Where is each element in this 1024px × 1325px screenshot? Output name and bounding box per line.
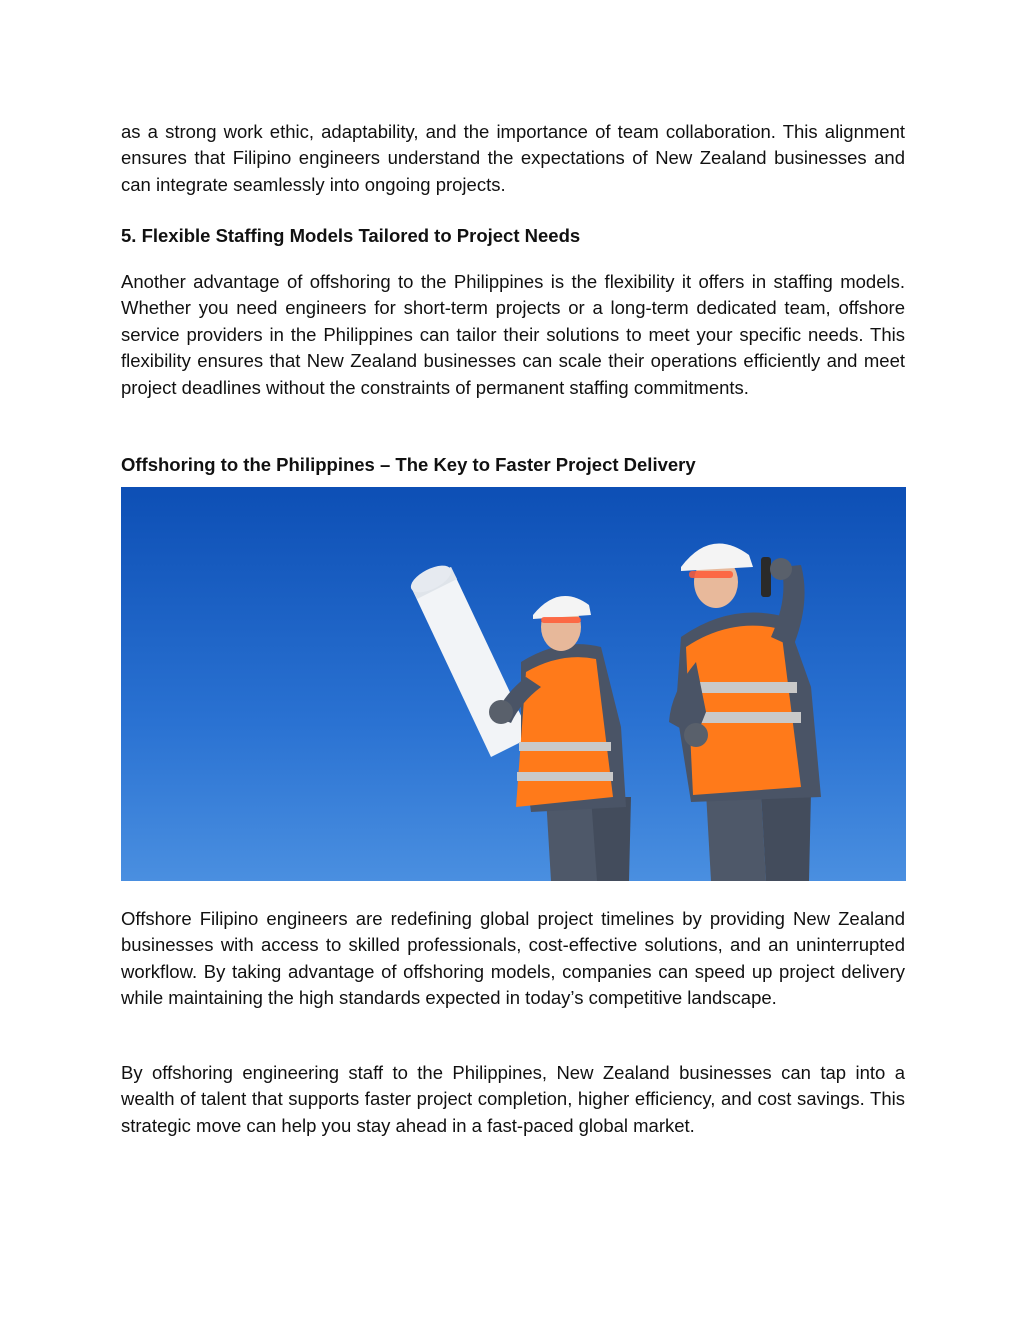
paragraph-intro: as a strong work ethic, adaptability, and the importance of team collaboration. This alignment ensures that Filipino engineers understand the expectations of New Zealand businesses and can integrate seamlessly into ongoing projects.	[121, 121, 905, 195]
heading-faster-delivery: Offshoring to the Philippines – The Key to Faster Project Delivery	[121, 454, 696, 475]
paragraph-closing: By offshoring engineering staff to the Philippines, New Zealand businesses can tap into a wealth of talent that supports faster project completion, higher efficiency, and cost savings. This strategic move can help you stay ahead in a fast-paced global market.	[121, 1062, 905, 1136]
heading-key-block	[121, 452, 905, 478]
heading-flexible-staffing: 5. Flexible Staffing Models Tailored to Project Needs	[121, 225, 581, 246]
paragraph-flexible-staffing: Another advantage of offshoring to the Philippines is the flexibility it offers in staffing models. Whether you need engineers for short-term projects or a long-term dedicated team, offshore service providers in the Philippines can tailor their solutions to meet your specific needs. This flexibility ensures that New Zealand businesses can scale their operations efficiently and meet project deadlines without the constraints of permanent staffing commitments.	[121, 271, 905, 398]
engineers-photo	[121, 487, 906, 881]
paragraph-closing-block	[121, 1060, 905, 1139]
paragraph-offshore-block	[121, 906, 905, 1012]
engineers-photo-icon	[121, 487, 906, 881]
paragraph-offshore-engineers: Offshore Filipino engineers are redefining global project timelines by providing New Zealand businesses with access to skilled professionals, cost-effective solutions, and an uninterrupted workflow. By taking advantage of offshoring models, companies can speed up project delivery while maintaining the high standards expected in today’s competitive landscape.	[121, 908, 905, 1009]
paragraph-intro-block	[121, 119, 905, 198]
paragraph-flexible-block	[121, 269, 905, 401]
heading-flexible-block	[121, 223, 905, 249]
